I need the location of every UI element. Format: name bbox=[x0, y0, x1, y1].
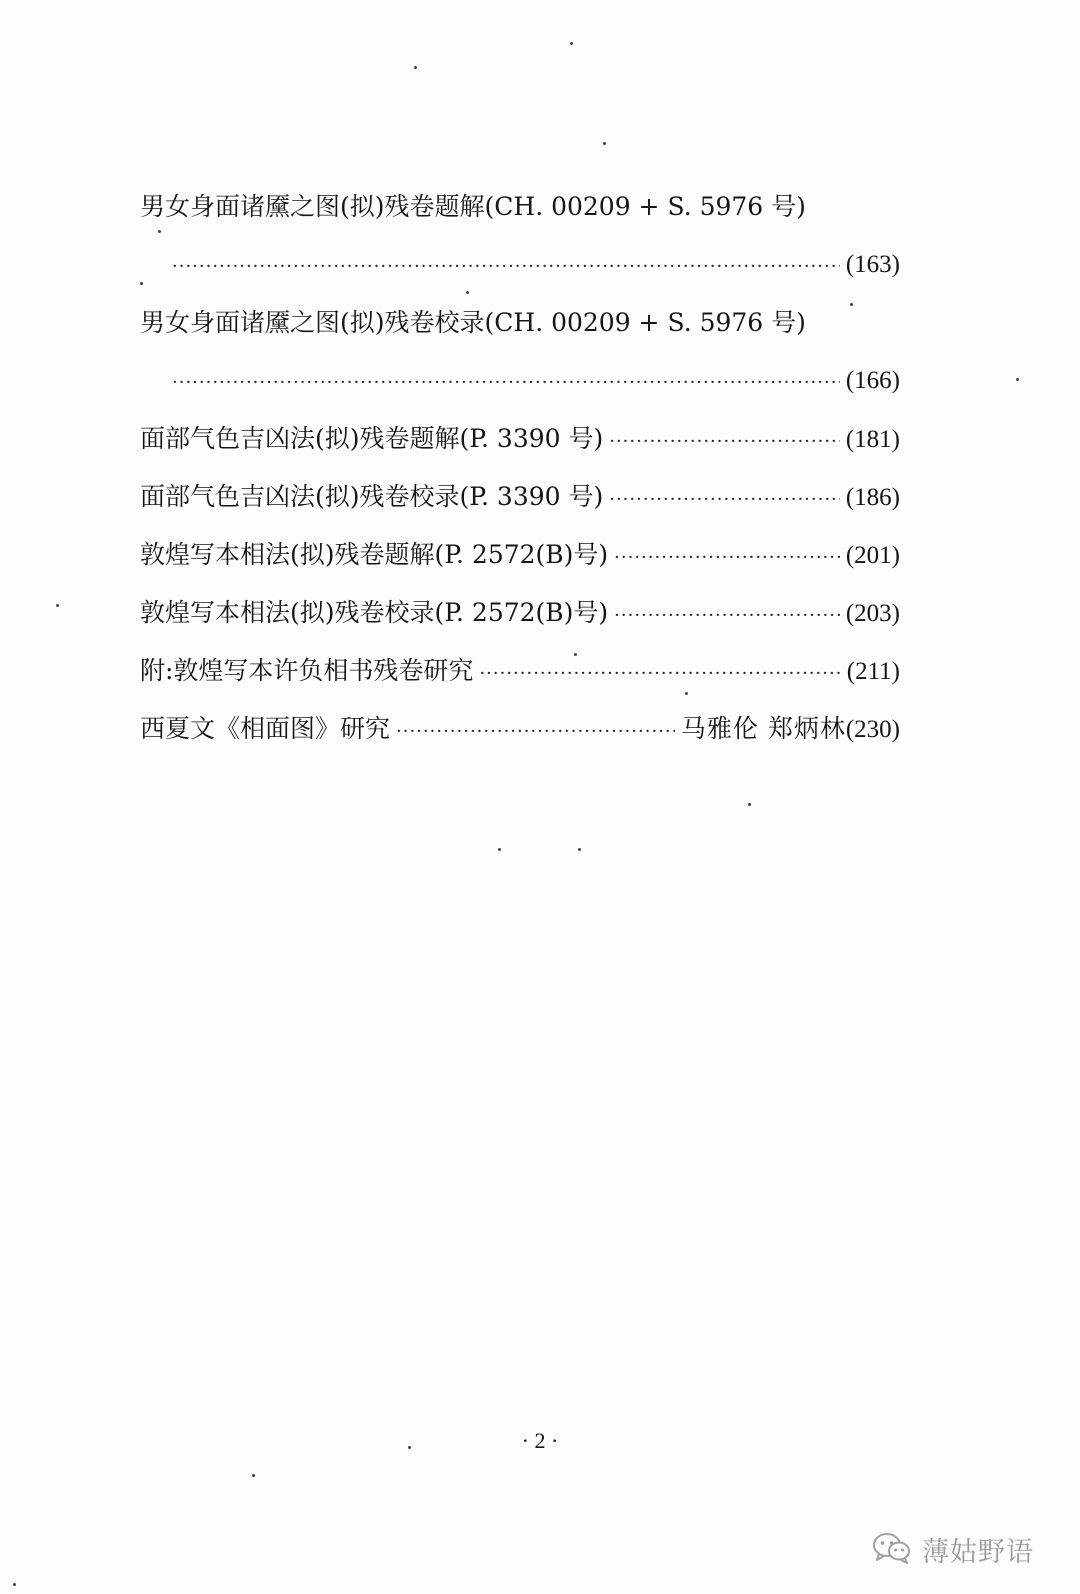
scan-speck bbox=[1016, 378, 1019, 381]
toc-entry-author: 马雅伦 郑炳林 bbox=[680, 714, 846, 743]
toc-entry-title: 男女身面诸黡之图(拟)残卷校录(CH. 00209 + S. 5976 号) bbox=[140, 308, 806, 337]
scan-speck bbox=[685, 692, 688, 695]
scan-speck bbox=[158, 230, 161, 233]
scan-speck bbox=[13, 1583, 16, 1586]
table-of-contents bbox=[140, 178, 900, 758]
scan-speck bbox=[748, 803, 751, 806]
scan-speck bbox=[408, 1446, 411, 1449]
toc-entry-title: 男女身面诸黡之图(拟)残卷题解(CH. 00209 + S. 5976 号) bbox=[140, 192, 806, 221]
scan-speck bbox=[56, 604, 59, 607]
toc-entry-title: 面部气色吉凶法(拟)残卷题解(P. 3390 号) bbox=[140, 424, 604, 453]
scan-speck bbox=[414, 66, 417, 69]
toc-entry-page: (163) bbox=[845, 251, 900, 278]
scan-speck bbox=[850, 303, 853, 306]
toc-entry-page: (186) bbox=[845, 484, 900, 511]
toc-entry bbox=[140, 584, 900, 642]
toc-entry bbox=[140, 526, 900, 584]
dot-leader bbox=[614, 587, 840, 645]
dot-leader bbox=[172, 238, 840, 296]
scan-speck bbox=[498, 848, 501, 851]
dot-leader bbox=[172, 354, 840, 412]
dot-leader bbox=[479, 645, 840, 703]
dot-leader bbox=[396, 703, 675, 761]
scan-speck bbox=[603, 142, 606, 145]
toc-entry-page: (201) bbox=[845, 542, 900, 569]
scan-speck bbox=[466, 291, 469, 294]
toc-entry-page: (166) bbox=[845, 367, 900, 394]
watermark-text: 薄姑野语 bbox=[922, 1537, 1034, 1568]
toc-entry-page: (211) bbox=[846, 658, 900, 685]
toc-entry-page: (181) bbox=[845, 426, 900, 453]
dot-leader bbox=[609, 413, 840, 471]
scan-speck bbox=[570, 42, 573, 45]
scan-speck bbox=[252, 1474, 255, 1477]
wechat-icon bbox=[872, 1531, 912, 1569]
scan-speck bbox=[140, 282, 143, 285]
page-number: · 2 · bbox=[521, 1428, 559, 1453]
scan-speck bbox=[574, 653, 577, 656]
toc-entry-title: 附:敦煌写本许负相书残卷研究 bbox=[140, 656, 474, 685]
watermark bbox=[872, 1530, 1034, 1569]
toc-entry bbox=[140, 294, 900, 410]
toc-entry-page: (203) bbox=[845, 600, 900, 627]
toc-entry bbox=[140, 178, 900, 294]
scan-speck bbox=[578, 848, 581, 851]
toc-entry-title: 敦煌写本相法(拟)残卷题解(P. 2572(B)号) bbox=[140, 540, 609, 569]
toc-entry bbox=[140, 642, 900, 700]
dot-leader bbox=[609, 471, 840, 529]
toc-entry bbox=[140, 410, 900, 468]
toc-entry-page: (230) bbox=[845, 716, 900, 743]
toc-entry-title: 西夏文《相面图》研究 bbox=[140, 714, 391, 743]
toc-entry-title: 面部气色吉凶法(拟)残卷校录(P. 3390 号) bbox=[140, 482, 604, 511]
toc-entry bbox=[140, 700, 900, 758]
dot-leader bbox=[614, 529, 840, 587]
toc-entry-title: 敦煌写本相法(拟)残卷校录(P. 2572(B)号) bbox=[140, 598, 609, 627]
toc-entry bbox=[140, 468, 900, 526]
